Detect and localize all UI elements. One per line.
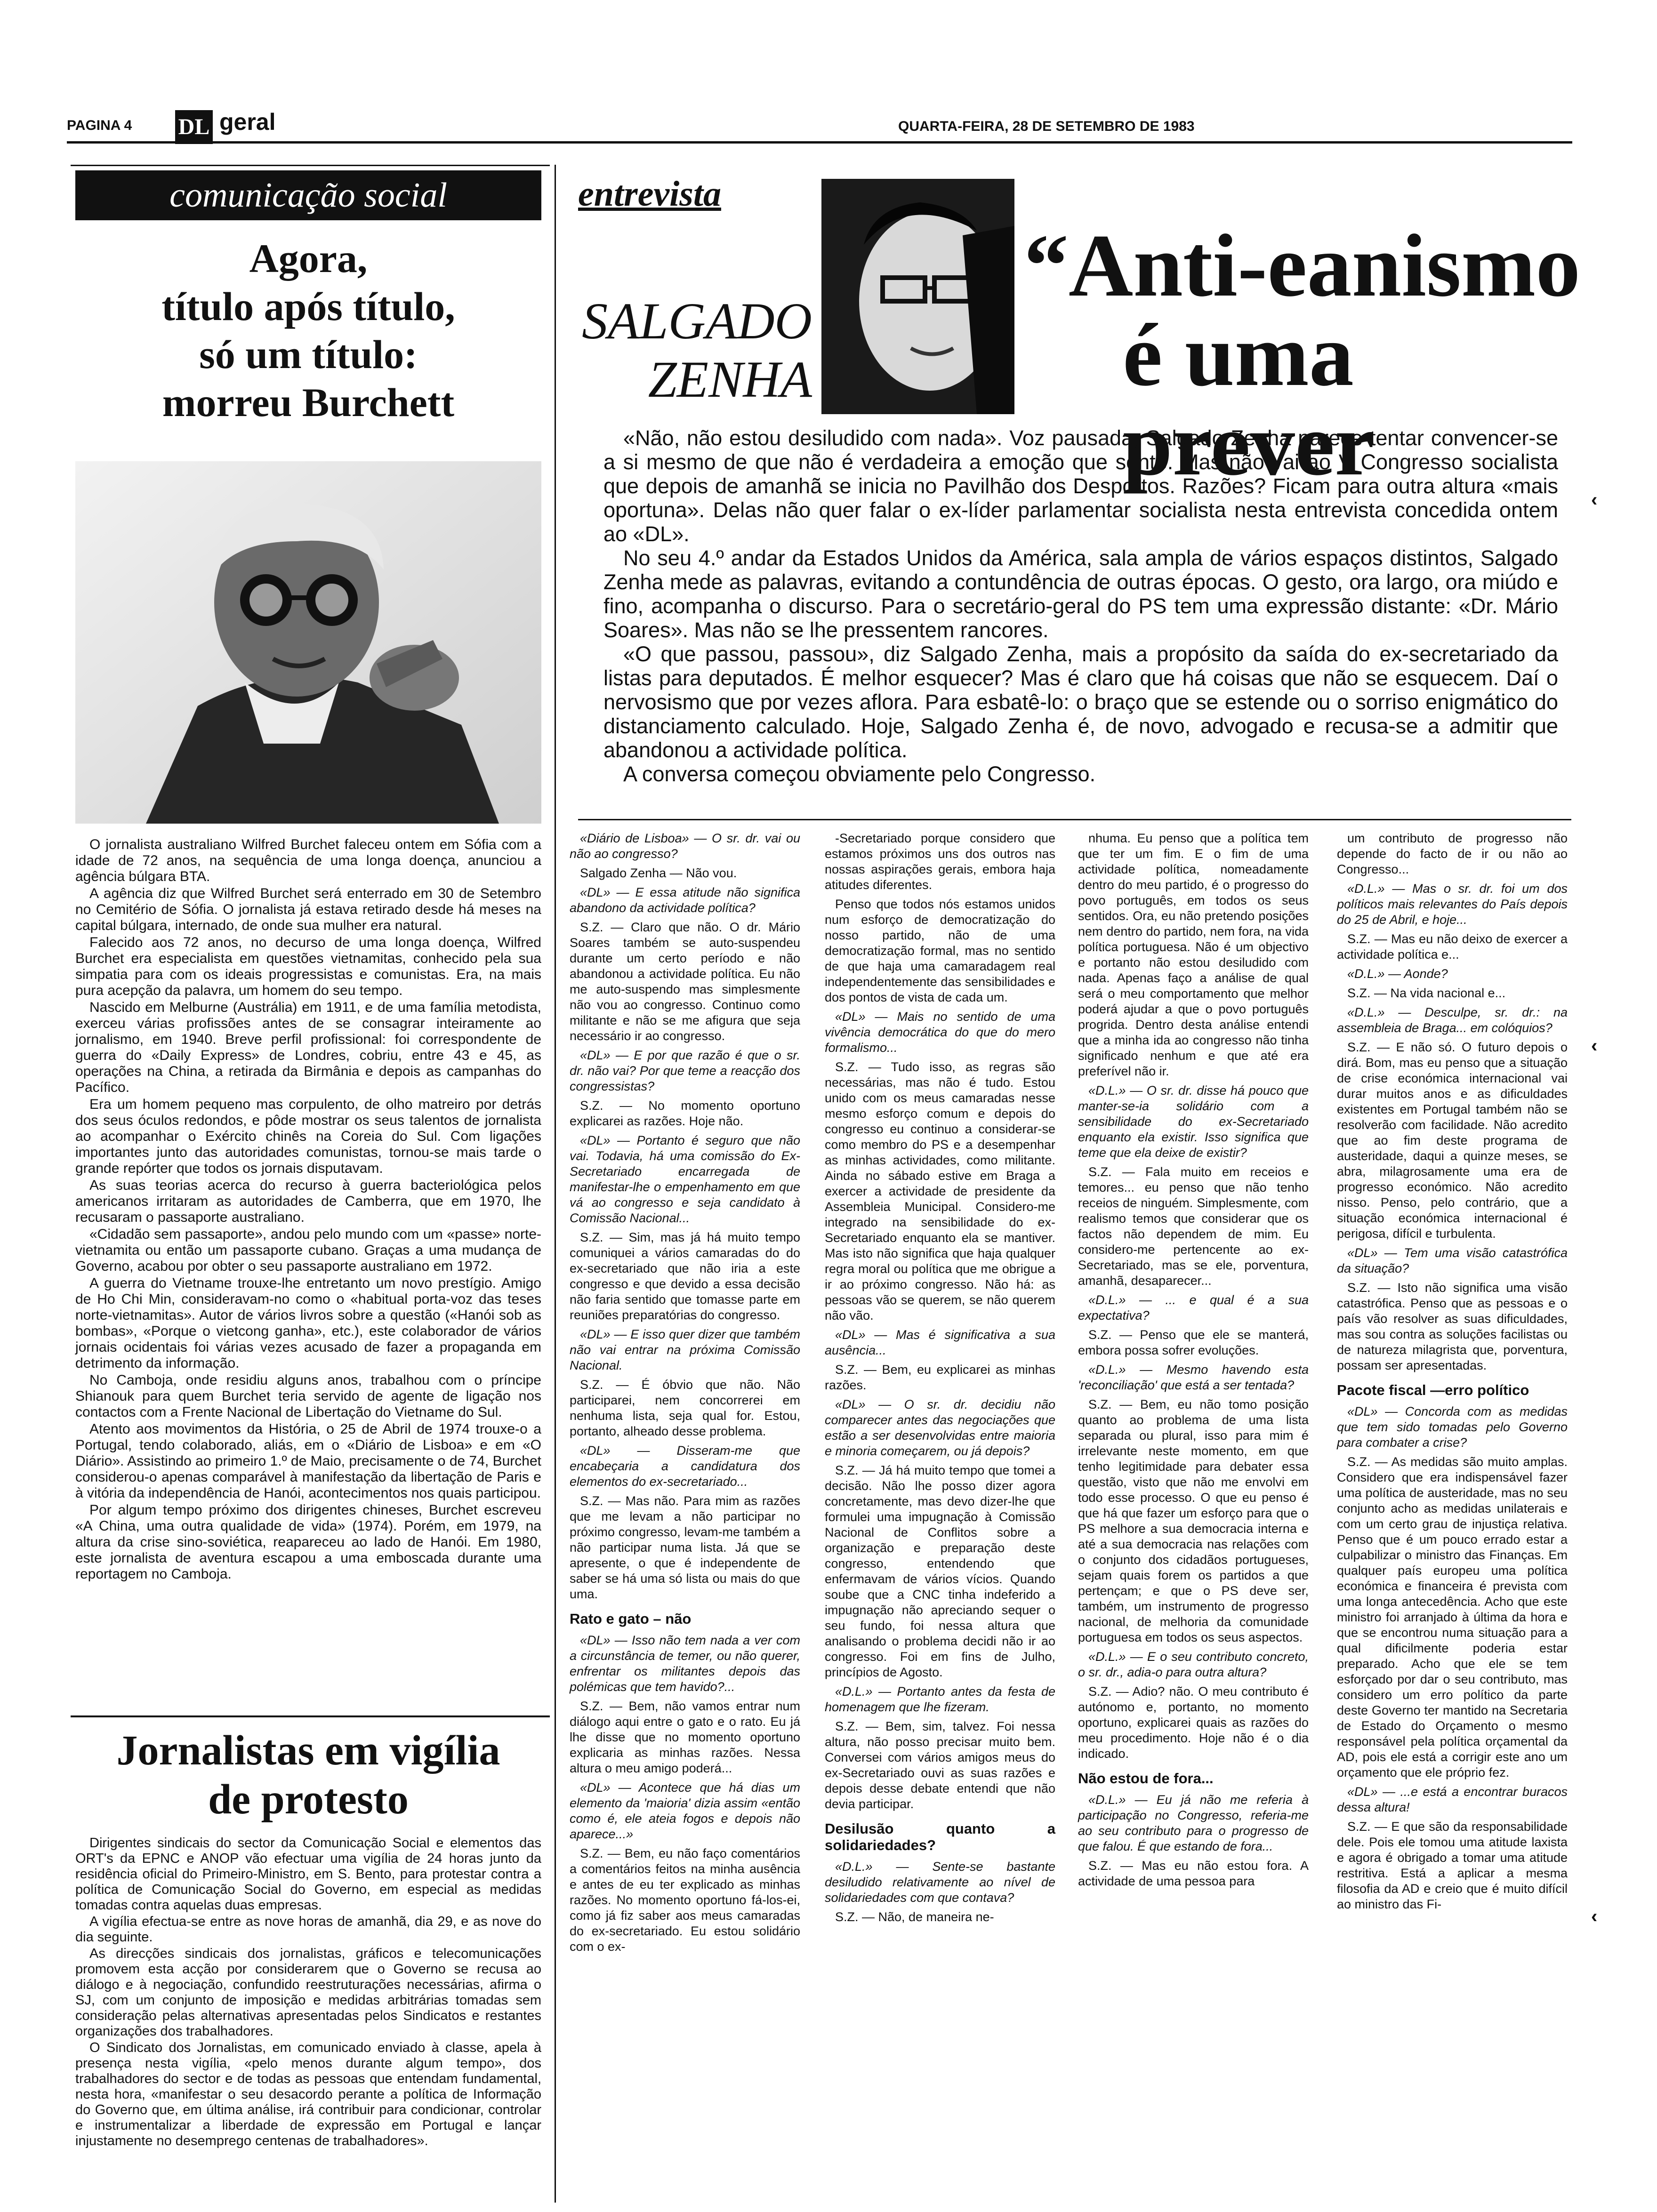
newspaper-logo: DL — [175, 110, 213, 144]
article-burchett-body — [75, 837, 541, 1583]
paragraph: O jornalista australiano Wilfred Burchet faleceu ontem em Sófia com a idade de 72 anos, na sequência de uma longa doença, anunciou a agência búlgara BTA. — [75, 837, 541, 884]
interview-question: «D.L.» — Desculpe, sr. dr.: na assembleia de Braga... em colóquios? — [1337, 1005, 1568, 1035]
interviewee-last-name: ZENHA — [648, 351, 812, 408]
headline-line: Agora, — [249, 236, 368, 281]
interview-answer: S.Z. — No momento oportuno explicarei as razões. Hoje não. — [570, 1098, 800, 1128]
headline-line: só um título: — [199, 332, 418, 377]
interview-answer: S.Z. — Tudo isso, as regras são necessárias, mas não é tudo. Estou unido com os meus camaradas nesse mesmo esforço comum e depois do congresso eu continuo a considerar-se como membro do PS e a desempenhar as minhas actividades, como militante. Ainda no sábado estive em Braga a exercer a actividade de presidente da Assembleia Municipal. Considero-me integrado na sensibilidade do ex-Secretariado enquanto ela se mantiver. Mas isto não significa que haja qualquer regra moral ou política que me obrigue a ir ao próximo congresso. Não há: as pessoas vão se querem, se não querem não vão. — [825, 1060, 1055, 1322]
margin-mark: ‹ — [1591, 1906, 1598, 1927]
interview-question: «DL» — ...e está a encontrar buracos dessa altura! — [1337, 1785, 1568, 1814]
headline-burchett — [75, 234, 541, 426]
lead-paragraph: «O que passou, passou», diz Salgado Zenha, mais a propósito da saída do ex-secretariado da listas para deputados. É melhor esquecer? Mas é claro que há coisas que não se esquecem. Daí o nervosismo que por vezes aflora. Para esbatê-lo: o braço que se estende ou o sorriso enigmático do distanciamento calculado. Hoje, Salgado Zenha é, de novo, advogado e recusa-se a admitir que abandonou a actividade política. — [603, 642, 1558, 762]
interview-question: «DL» — Acontece que há dias um elemento da 'maioria' dizia assim «então como é, ele ateia fogos e depois não aparece...» — [570, 1780, 800, 1841]
paragraph: A guerra do Vietname trouxe-lhe entretanto um novo prestígio. Amigo de Ho Chi Min, consideravam-no como o «habitual porta-voz das teses norte-vietnamitas». Autor de vários livros sobre a questão («Hanói sob as bombas», «Porque o vietcong ganha», etc.), este colaborador de vários jornais ocidentais foi várias vezes acusado de fazer a propaganda em detrimento da informação. — [75, 1275, 541, 1371]
interview-answer: S.Z. — E que são da responsabilidade dele. Pois ele tomou uma atitude laxista e agora é obrigado a tomar uma atitude restritiva. Está a aplicar a mesma filosofia da AD e creio que é muito difícil ao ministro das Fi- — [1337, 1819, 1568, 1911]
interview-question: «DL» — Mas é significativa a sua ausência... — [825, 1328, 1055, 1357]
interview-question: «Diário de Lisboa» — O sr. dr. vai ou não ao congresso? — [570, 831, 800, 861]
interview-answer: S.Z. — É óbvio que não. Não participarei, nem concorrerei em nenhuma lista, seja qual for. Estou, portanto, alheado desse problema. — [570, 1378, 800, 1438]
interview-answer: S.Z. — Mas eu não deixo de exercer a actividade política e... — [1337, 932, 1568, 962]
interview-column-1 — [570, 831, 800, 1958]
paragraph: No Camboja, onde residiu alguns anos, trabalhou com o príncipe Shianouk para quem Burchet teria servido de agente de ligação nos contactos com a Frente Nacional de Libertação do Vietname do Sul. — [75, 1372, 541, 1420]
interview-answer: S.Z. — Bem, eu não faço comentários a comentários feitos na minha ausência e antes de eu ter explicado as minhas razões. No momento oportuno fá-los-ei, como já fiz saber aos meus camaradas do ex-secretariado. Eu estou solidário com o ex- — [570, 1846, 800, 1954]
left-frame-top — [71, 165, 550, 166]
headline-vigilia — [75, 1726, 541, 1824]
interview-column-2 — [825, 831, 1055, 1929]
article-vigilia-body — [75, 1835, 541, 2150]
interview-answer: S.Z. — Na vida nacional e... — [1347, 986, 1506, 1000]
interviewee-first-name: SALGADO — [582, 292, 812, 350]
margin-mark: ‹ — [1591, 1035, 1598, 1056]
interview-question: «DL» — E isso quer dizer que também não vai entrar na próxima Comissão Nacional. — [570, 1327, 800, 1372]
paragraph: Falecido aos 72 anos, no decurso de uma longa doença, Wilfred Burchet era especialista em questões vietnamitas, conhecido pela sua simpatia para com os ideais progressistas e comunistas. Era, na mais pura acepção da palavra, um homem do seu tempo. — [75, 935, 541, 998]
page-number: PAGINA 4 — [67, 118, 132, 133]
interview-answer: S.Z. — Mas não. Para mim as razões que me levam a não participar no próximo congresso, levam-me também a não participar numa lista. Já que se apresente, o que é independente de saber se há uma só lista ou mais do que uma. — [570, 1494, 800, 1601]
interview-answer: nhuma. Eu penso que a política tem que ter um fim. E o fim de uma actividade política, nomeadamente dentro do meu partido, é o progresso do povo português, em todos os seus sentidos. Ora, eu não pretendo posições nem dentro do partido, nem fora, na vida política portuguesa. Não é um objectivo e portanto não estou desiludido com nada. Apenas faço a análise de qual será o meu comportamento que melhor poderá ajudar a que o povo português progrida. Dentro desta análise entendi que a minha ida ao congresso não tinha significado nenhum e que até era preferível não ir. — [1078, 831, 1309, 1078]
paragraph: A vigília efectua-se entre as nove horas de amanhã, dia 29, e as nove do dia seguinte. — [75, 1914, 541, 1945]
issue-date: QUARTA-FEIRA, 28 DE SETEMBRO DE 1983 — [898, 119, 1195, 134]
interview-answer: S.Z. — Já há muito tempo que tomei a decisão. Não lhe posso dizer agora concretamente, mas devo dizer-lhe que formulei uma impugnação à Comissão Nacional de Conflitos sobre a organização e preparação deste congresso, entendendo que enfermavam de vários vícios. Quando soube que a CNC tinha indeferido a impugnação não apreciando sequer o seu fundo, foi nessa altura que analisando o problema decidi não ir ao congresso. Foi em fins de Julho, princípios de Agosto. — [825, 1463, 1055, 1679]
section-label: geral — [219, 109, 276, 135]
lead-paragraph: A conversa começou obviamente pelo Congresso. — [623, 762, 1096, 786]
interview-lead-rule — [578, 819, 1571, 820]
interview-question: «DL» — O sr. dr. decidiu não comparecer antes das negociações que estão a ser desenvolvidas entre maioria e minoria começarem, ou já depois? — [825, 1397, 1055, 1458]
interview-answer: S.Z. — E não só. O futuro depois o dirá. Bom, mas eu penso que a situação de crise económica internacional vai durar muitos anos e as dificuldades existentes em Portugal também não se resolverão com facilidade. Não acredito que ao fim deste programa de austeridade, daqui a quinze meses, se abra, milagrosamente uma era de progresso económico. Não acredito nisso. Penso, pelo contrário, que a situação económica internacional é perigosa, difícil e turbulenta. — [1337, 1040, 1568, 1241]
headline-line: de protesto — [208, 1776, 409, 1823]
interview-answer: S.Z. — Claro que não. O dr. Mário Soares também se auto-suspendeu durante um certo período e não abandonou a actividade política. Eu não me auto-suspendo mas simplesmente não vou ao congresso. Continuo como militante e não se me afigura que seja necessário ir ao congresso. — [570, 920, 800, 1043]
interview-question: «D.L.» — Mesmo havendo esta 'reconciliação' que está a ser tentada? — [1078, 1362, 1309, 1392]
interview-subhead: Pacote fiscal —erro político — [1337, 1382, 1529, 1398]
interview-answer: um contributo de progresso não depende do facto de ir ou não ao Congresso... — [1337, 831, 1568, 876]
paragraph: As suas teorias acerca do recurso à guerra bacteriológica pelos americanos irritaram as autoridades de Camberra, que em 1970, lhe recusaram o passaporte australiano. — [75, 1178, 541, 1225]
headline-line: título após título, — [161, 284, 455, 329]
interview-column-3 — [1078, 831, 1309, 1893]
interview-question: «DL» — Tem uma visão catastrófica da situação? — [1337, 1246, 1568, 1275]
interview-column-4 — [1337, 831, 1568, 1916]
headline-line: morreu Burchett — [162, 380, 455, 425]
portrait-photo-zenha — [821, 179, 1014, 414]
interview-answer: S.Z. — Bem, eu explicarei as minhas razões. — [825, 1362, 1055, 1392]
interview-answer: S.Z. — Bem, eu não tomo posição quanto ao problema de uma lista separada ou plural, isso para mim é irrelevante neste momento, em que tenho legitimidade para debater essa questão, visto que não me envolvi em todo esse processo. O que eu penso é que há que fazer um esforço para que o PS melhore a sua democracia interna e até a sua democracia nas relações com o conjunto dos cidadãos portugueses, sejam quais forem os partidos a que pertençam; e que o PS deve ser, também, um instrumento de progresso nacional, de melhoria da comunidade portuguesa em todos os seus aspectos. — [1078, 1397, 1309, 1644]
interview-question: «D.L.» — ... e qual é a sua expectativa? — [1078, 1293, 1309, 1322]
interview-question: «DL» — Portanto é seguro que não vai. Todavia, há uma comissão do Ex-Secretariado encarregada de manifestar-lhe o empenhamento em que vá ao congresso e seja candidato à Comissão Nacional... — [570, 1133, 800, 1225]
paragraph: Era um homem pequeno mas corpulento, de olho matreiro por detrás dos seus óculos redondos, e pôde mostrar os seus talentos de jornalista ao acompanhar o Exército chinês na Coreia do Sul. Com ligações importantes junto das autoridades comunistas, tornou-se mais tarde o grande repórter que todos os jornais disputavam. — [75, 1097, 541, 1176]
interview-question: «DL» — Concorda com as medidas que tem sido tomadas pelo Governo para combater a crise? — [1337, 1404, 1568, 1450]
headline-line: é uma prever — [1123, 306, 1375, 494]
column-divider-vertical — [555, 165, 556, 2203]
interview-answer: S.Z. — Não, de maneira ne- — [835, 1910, 994, 1924]
headline-line: Jornalistas em vigília — [116, 1727, 500, 1774]
interview-question: «D.L.» — Sente-se bastante desiludido relativamente ao nível de solidariedades com que contava? — [825, 1859, 1055, 1905]
left-article-divider — [71, 1715, 550, 1717]
interview-answer: S.Z. — Isto não significa uma visão catastrófica. Penso que as pessoas e o país vão resolver as suas dificuldades, mas sou contra as soluções facilistas ou de natureza milagrista que, porventura, possam ser apresentadas. — [1337, 1281, 1568, 1372]
interview-answer: Penso que todos nós estamos unidos num esforço de democratização do nosso partido, não de uma democratização formal, mas no sentido de que haja uma camaradagem real independentemente das sensibilidades e dos pontos de vista de cada um. — [825, 897, 1055, 1004]
interview-answer: S.Z. — Sim, mas já há muito tempo comuniquei a vários camaradas do do ex-secretariado que não iria a este congresso e que devido a essa decisão não faria sentido que tomasse parte em reuniões preparatórias do congresso. — [570, 1230, 800, 1322]
paragraph: A agência diz que Wilfred Burchet será enterrado em 30 de Setembro no Cemitério de Sófia. O jornalista já estava retirado desde há meses na capital búlgara, internado, de onde sua mulher era natural. — [75, 886, 541, 933]
interview-answer: S.Z. — As medidas são muito amplas. Considero que era indispensável fazer uma política de austeridade, mas no seu conjunto acho as medidas unilaterais e com um certo grau de injustiça relativa. Penso que é um pouco errado estar a culpabilizar o ministro das Finanças. Em qualquer país europeu uma política económica e financeira é prevista com uma longa antecedência. Acho que este ministro foi arranjado à última da hora e que se encontrou numa situação para a qual dificilmente poderia estar preparado. Acho que ele se tem esforçado por dar o seu contributo, mas considero um erro político da parte deste Governo ter mantido na Secretaria de Estado do Orçamento o mesmo responsável pela política orçamental da AD, pois ele está a corrigir este ano um orçamento que ele próprio fez. — [1337, 1455, 1568, 1779]
interviewee-name — [565, 292, 812, 409]
interview-answer: S.Z. — Bem, sim, talvez. Foi nessa altura, não posso precisar muito bem. Conversei com vários amigos meus do ex-Secretariado ouvi as suas razões e depois desse debate entendi que não devia participar. — [825, 1719, 1055, 1811]
lead-paragraph: «Não, não estou desiludido com nada». Voz pausada, Salgado Zenha parece tentar convencer-se a si mesmo de que não é verdadeira a emoção que sente. Mas não vai ao V Congresso socialista que depois de amanhã se inicia no Pavilhão dos Desportos. Razões? Ficam para outra altura «mais oportuna». Delas não quer falar o ex-líder parlamentar socialista nesta entrevista concedida ontem ao «DL». — [603, 426, 1558, 546]
paragraph: Atento aos movimentos da História, o 25 de Abril de 1974 trouxe-o a Portugal, tendo colaborado, aliás, em o «Diário de Lisboa» e em «O Diário». Assistindo ao primeiro 1.º de Maio, precisamente o de 74, Burchet considerou-o apenas comparável à manifestação da libertação de Paris e à vitória da independência de Hanói, acontecimentos nos quais participou. — [75, 1421, 541, 1501]
interview-answer: S.Z. — Adio? não. O meu contributo é autónomo e, portanto, no momento oportuno, explicarei quais as razões do meu procedimento. Hoje não é o dia indicado. — [1078, 1684, 1309, 1761]
interview-subhead: Rato e gato – não — [570, 1611, 692, 1627]
paragraph: Nascido em Melburne (Austrália) em 1911, e de uma família metodista, exerceu várias profissões antes de se consagrar inteiramente ao jornalismo, em 1940. Breve perfil profissional: foi correspondente de guerra do «Daily Express» de Londres, cobriu, entre 43 e 45, as operações na China, a retirada da Birmânia e depois as campanhas do Pacífico. — [75, 1000, 541, 1095]
interview-question: «DL» — Isso não tem nada a ver com a circunstância de temer, ou não querer, enfrentar os militantes depois das polémicas que tem havido?... — [570, 1633, 800, 1694]
interview-question: «D.L.» — E o seu contributo concreto, o sr. dr., adia-o para outra altura? — [1078, 1650, 1309, 1679]
interview-subhead: Desilusão quanto a solidariedades? — [825, 1820, 1055, 1853]
interview-question: «D.L.» — Aonde? — [1347, 967, 1448, 981]
paragraph: As direcções sindicais dos jornalistas, gráficos e telecomunicações promovem esta acção por considerarem que o Governo se recusa ao diálogo e à negociação, confundido reestruturações necessárias, afirma o SJ, com um conjunto de imposição e medidas arbitrárias tomadas sem consideração pelas alternativas apresentadas pelos Sindicatos e restantes organizações dos trabalhadores. — [75, 1946, 541, 2039]
section-banner-entrevista: entrevista — [578, 174, 721, 214]
interview-question: «DL» — Mais no sentido de uma vivência democrática do que do mero formalismo... — [825, 1010, 1055, 1055]
interview-question: «D.L.» — Mas o sr. dr. foi um dos políticos mais relevantes do País depois do 25 de Abril, e hoje... — [1337, 882, 1568, 927]
interview-answer: S.Z. — Penso que ele se manterá, embora possa sofrer evoluções. — [1078, 1328, 1309, 1357]
paragraph: «Cidadão sem passaporte», andou pelo mundo com um «passe» norte-vietnamita ou então um passaporte cubano. Graças a uma mudança de Governo, acabou por obter o seu passaporte australiano em 1972. — [75, 1226, 541, 1274]
interview-question: «DL» — E por que razão é que o sr. dr. não vai? Por que teme a reacção dos congressistas? — [570, 1048, 800, 1093]
interview-answer: S.Z. — Fala muito em receios e temores... eu penso que não tenho receios de ninguém. Simplesmente, com realismo temos que considerar que os factos não dependem de mim. Eu considero-me pertencente ao ex-Secretariado, mas se ele, porventura, amanhã, desaparecer... — [1078, 1165, 1309, 1288]
interview-answer: Salgado Zenha — Não vou. — [580, 866, 737, 880]
interview-lead — [603, 426, 1558, 786]
interview-question: «DL» — E essa atitude não significa abandono da actividade política? — [570, 885, 800, 915]
masthead-rule — [67, 141, 1572, 144]
headline-line: “Anti-eanismo — [1024, 216, 1581, 315]
interview-subhead: Não estou de fora... — [1078, 1770, 1214, 1787]
interview-question: «D.L.» — O sr. dr. disse há pouco que manter-se-ia solidário com a sensibilidade do ex-Secretariado enquanto ela existir. Isso significa que teme que ela deixe de existir? — [1078, 1083, 1309, 1160]
paragraph: Dirigentes sindicais do sector da Comunicação Social e elementos das ORT's da EPNC e ANOP vão efectuar uma vigília de 24 horas junto da residência oficial do Primeiro-Ministro, em S. Bento, para protestar contra a política de Comunicação Social do Governo, em especial as medidas tomadas contra aquelas duas empresas. — [75, 1835, 541, 1913]
interview-question: «D.L.» — Eu já não me referia à participação no Congresso, referia-me ao seu contributo para o progresso de que falou. É que estando de fora... — [1078, 1793, 1309, 1853]
interview-question: «D.L.» — Portanto antes da festa de homenagem que lhe fizeram. — [825, 1684, 1055, 1714]
portrait-photo-burchett — [75, 461, 541, 824]
paragraph: Por algum tempo próximo dos dirigentes chineses, Burchet escreveu «A China, uma outra qualidade de vida» (1974). Porém, em 1979, na altura da crise sino-soviética, reapareceu ao lado de Hanói. Em 1980, este jornalista de aventura escapou a uma emboscada durante uma reportagem no Camboja. — [75, 1502, 541, 1582]
lead-paragraph: No seu 4.º andar da Estados Unidos da América, sala ampla de vários espaços distintos, Salgado Zenha mede as palavras, evitando a contundência de outras épocas. O gesto, ora largo, ora miúdo e fino, acompanha o discurso. Para o secretário-geral do PS tem uma expressão distante: «Dr. Mário Soares». Mas não se lhe pressentem rancores. — [603, 546, 1558, 642]
interview-answer: -Secretariado porque considero que estamos próximos uns dos outros nas nossas aspirações gerais, embora haja atitudes diferentes. — [825, 831, 1055, 892]
interview-answer: S.Z. — Bem, não vamos entrar num diálogo aqui entre o gato e o rato. Eu já lhe disse que no momento oportuno explicaria as minhas razões. Nessa altura o meu amigo poderá... — [570, 1699, 800, 1775]
interview-question: «DL» — Disseram-me que encabeçaria a candidatura dos elementos do ex-secretariado... — [570, 1443, 800, 1489]
section-banner-comunicacao: comunicação social — [75, 170, 541, 220]
paragraph: O Sindicato dos Jornalistas, em comunicado enviado à classe, apela à presença nesta vigília, «pelo menos durante algum tempo», dos trabalhadores do sector e de todas as pessoas que entendam fundamental, nesta hora, «manifestar o seu desacordo perante a política de Informação do Governo que, em última análise, irá contribuir para condicionar, controlar e instrumentalizar a liberdade de expressão em Portugal e lançar injustamente no desemprego centenas de trabalhadores». — [75, 2040, 541, 2148]
interview-answer: S.Z. — Mas eu não estou fora. A actividade de uma pessoa para — [1078, 1859, 1309, 1888]
margin-mark: ‹ — [1591, 489, 1598, 510]
